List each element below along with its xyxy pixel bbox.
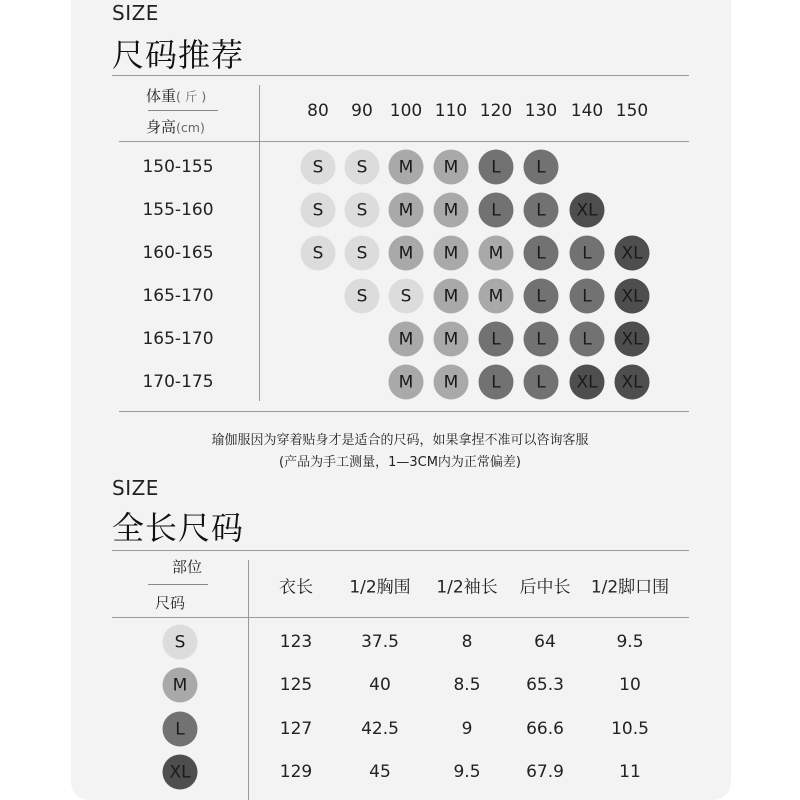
size-badge: L xyxy=(524,322,559,357)
weight-header: 120 xyxy=(479,101,513,121)
size-badge: L xyxy=(524,365,559,400)
size-badge: M xyxy=(434,193,469,228)
size-badge: L xyxy=(524,150,559,185)
table-bottom-divider xyxy=(119,411,689,412)
size-badge: XL xyxy=(615,322,650,357)
size-badge: L xyxy=(479,193,514,228)
size-badge: L xyxy=(524,193,559,228)
size-badge: S xyxy=(345,193,380,228)
weight-label: 体重 xyxy=(146,87,177,105)
height-unit: (cm) xyxy=(176,120,205,135)
weight-header: 140 xyxy=(570,101,604,121)
measurement-header: 1/2脚口围 xyxy=(590,577,670,598)
header-divider-2 xyxy=(112,617,689,618)
size-badge: M xyxy=(434,365,469,400)
height-range-label: 160-165 xyxy=(142,243,214,263)
size-badge: S xyxy=(301,236,336,271)
corner-weight-label xyxy=(146,85,206,106)
divider-2 xyxy=(112,550,689,551)
size-badge: L xyxy=(570,322,605,357)
size-badge: M xyxy=(479,236,514,271)
measurement-value: 8.5 xyxy=(453,675,481,695)
size-badge: S xyxy=(301,150,336,185)
corner-part-label: 部位 xyxy=(172,558,203,576)
size-badge: XL xyxy=(615,279,650,314)
measurement-value: 65.3 xyxy=(526,675,564,695)
size-badge: M xyxy=(434,322,469,357)
size-badge: XL xyxy=(570,193,605,228)
size-badge: L xyxy=(570,279,605,314)
size-badge: XL xyxy=(163,755,198,790)
height-range-label: 155-160 xyxy=(142,200,214,220)
size-badge: S xyxy=(389,279,424,314)
measure-note: (产品为手工测量，1—3CM内为正常偏差) xyxy=(279,455,521,470)
header-divider xyxy=(119,141,689,142)
measurement-value: 10.5 xyxy=(611,719,649,739)
size-badge: M xyxy=(163,668,198,703)
measurement-value: 127 xyxy=(279,719,313,739)
measurement-value: 45 xyxy=(369,762,391,782)
measurement-header: 1/2袖长 xyxy=(436,577,498,598)
corner-diagonal xyxy=(148,110,218,111)
section-label-size: SIZE xyxy=(112,1,159,25)
size-badge: S xyxy=(301,193,336,228)
column-divider-2 xyxy=(248,560,249,800)
height-label: 身高 xyxy=(146,118,177,136)
measurement-value: 9.5 xyxy=(453,762,481,782)
measurement-value: 66.6 xyxy=(526,719,564,739)
height-range-label: 165-170 xyxy=(142,286,214,306)
size-badge: M xyxy=(389,236,424,271)
weight-header: 90 xyxy=(351,101,373,121)
measurement-header: 1/2胸围 xyxy=(349,577,411,598)
size-badge: S xyxy=(345,150,380,185)
weight-header: 110 xyxy=(434,101,468,121)
length-title: 全长尺码 xyxy=(112,509,245,547)
measurement-value: 11 xyxy=(619,762,641,782)
size-badge: L xyxy=(570,236,605,271)
measurement-value: 40 xyxy=(369,675,391,695)
height-range-label: 150-155 xyxy=(142,157,214,177)
size-badge: XL xyxy=(615,365,650,400)
measurement-header: 后中长 xyxy=(519,577,571,598)
corner-size-label: 尺码 xyxy=(155,594,186,612)
size-badge: L xyxy=(479,322,514,357)
column-divider xyxy=(259,85,260,401)
size-badge: M xyxy=(434,236,469,271)
corner-height-label xyxy=(146,116,205,137)
size-badge: M xyxy=(389,193,424,228)
measurement-value: 42.5 xyxy=(361,719,399,739)
size-badge: L xyxy=(479,150,514,185)
size-badge: S xyxy=(345,279,380,314)
weight-header: 80 xyxy=(307,101,329,121)
size-badge: L xyxy=(163,712,198,747)
weight-header: 130 xyxy=(524,101,558,121)
weight-header: 100 xyxy=(389,101,423,121)
size-badge: S xyxy=(345,236,380,271)
measurement-value: 123 xyxy=(279,632,313,652)
recommend-title: 尺码推荐 xyxy=(112,36,245,74)
size-badge: M xyxy=(434,150,469,185)
measurement-header: 衣长 xyxy=(279,577,313,598)
measurement-value: 10 xyxy=(619,675,641,695)
weight-unit: ( 斤 ) xyxy=(176,89,207,104)
measurement-value: 37.5 xyxy=(361,632,399,652)
measurement-value: 9 xyxy=(461,719,473,739)
height-range-label: 165-170 xyxy=(142,329,214,349)
size-badge: M xyxy=(389,322,424,357)
measurement-value: 64 xyxy=(534,632,556,652)
size-badge: XL xyxy=(615,236,650,271)
measurement-value: 8 xyxy=(461,632,473,652)
corner-diagonal-2 xyxy=(148,584,208,585)
height-range-label: 170-175 xyxy=(142,372,214,392)
size-badge: M xyxy=(434,279,469,314)
size-badge: S xyxy=(163,625,198,660)
size-badge: XL xyxy=(570,365,605,400)
section-label-size-2: SIZE xyxy=(112,476,159,500)
size-badge: M xyxy=(479,279,514,314)
measurement-value: 9.5 xyxy=(616,632,644,652)
measurement-value: 129 xyxy=(279,762,313,782)
weight-header: 150 xyxy=(615,101,649,121)
size-badge: M xyxy=(389,150,424,185)
measurement-value: 125 xyxy=(279,675,313,695)
fit-note: 瑜伽服因为穿着贴身才是适合的尺码，如果拿捏不准可以咨询客服 xyxy=(211,433,589,448)
divider xyxy=(112,75,689,76)
size-badge: L xyxy=(479,365,514,400)
measurement-value: 67.9 xyxy=(526,762,564,782)
size-badge: L xyxy=(524,236,559,271)
size-badge: L xyxy=(524,279,559,314)
size-badge: M xyxy=(389,365,424,400)
